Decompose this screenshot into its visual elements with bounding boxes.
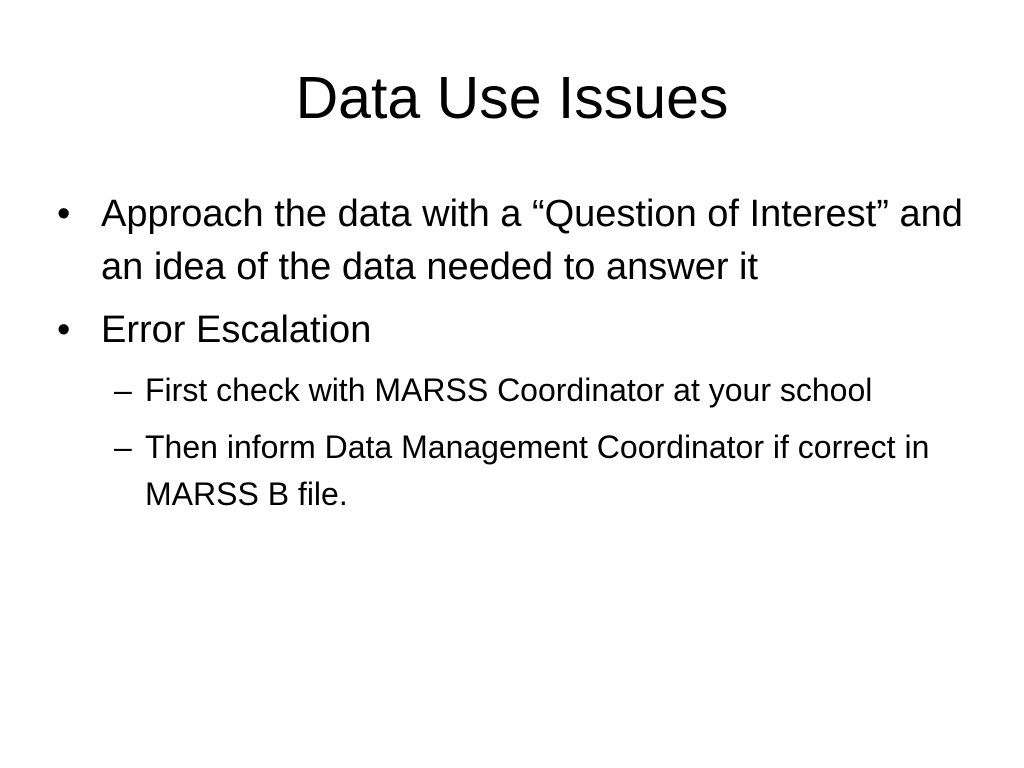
- sub-bullet-marker: –: [114, 429, 132, 465]
- bullet-item: [57, 304, 987, 357]
- sub-bullet-list: [57, 367, 987, 518]
- sub-bullet-marker: –: [114, 372, 132, 408]
- bullet-marker: •: [57, 309, 71, 351]
- slide-title: Data Use Issues: [295, 65, 729, 131]
- sub-bullet-item: [57, 424, 987, 518]
- bullet-marker: •: [57, 193, 71, 235]
- bullet-text: Approach the data with a “Question of Interest” and an idea of the data needed to answer it: [101, 193, 963, 288]
- sub-bullet-text: First check with MARSS Coordinator at your school: [145, 372, 873, 408]
- bullet-text: Error Escalation: [101, 309, 372, 351]
- sub-bullet-item: [57, 367, 987, 414]
- slide-body: [57, 188, 987, 528]
- sub-bullet-text: Then inform Data Management Coordinator if correct in MARSS B file.: [145, 429, 930, 512]
- bullet-item: [57, 188, 987, 294]
